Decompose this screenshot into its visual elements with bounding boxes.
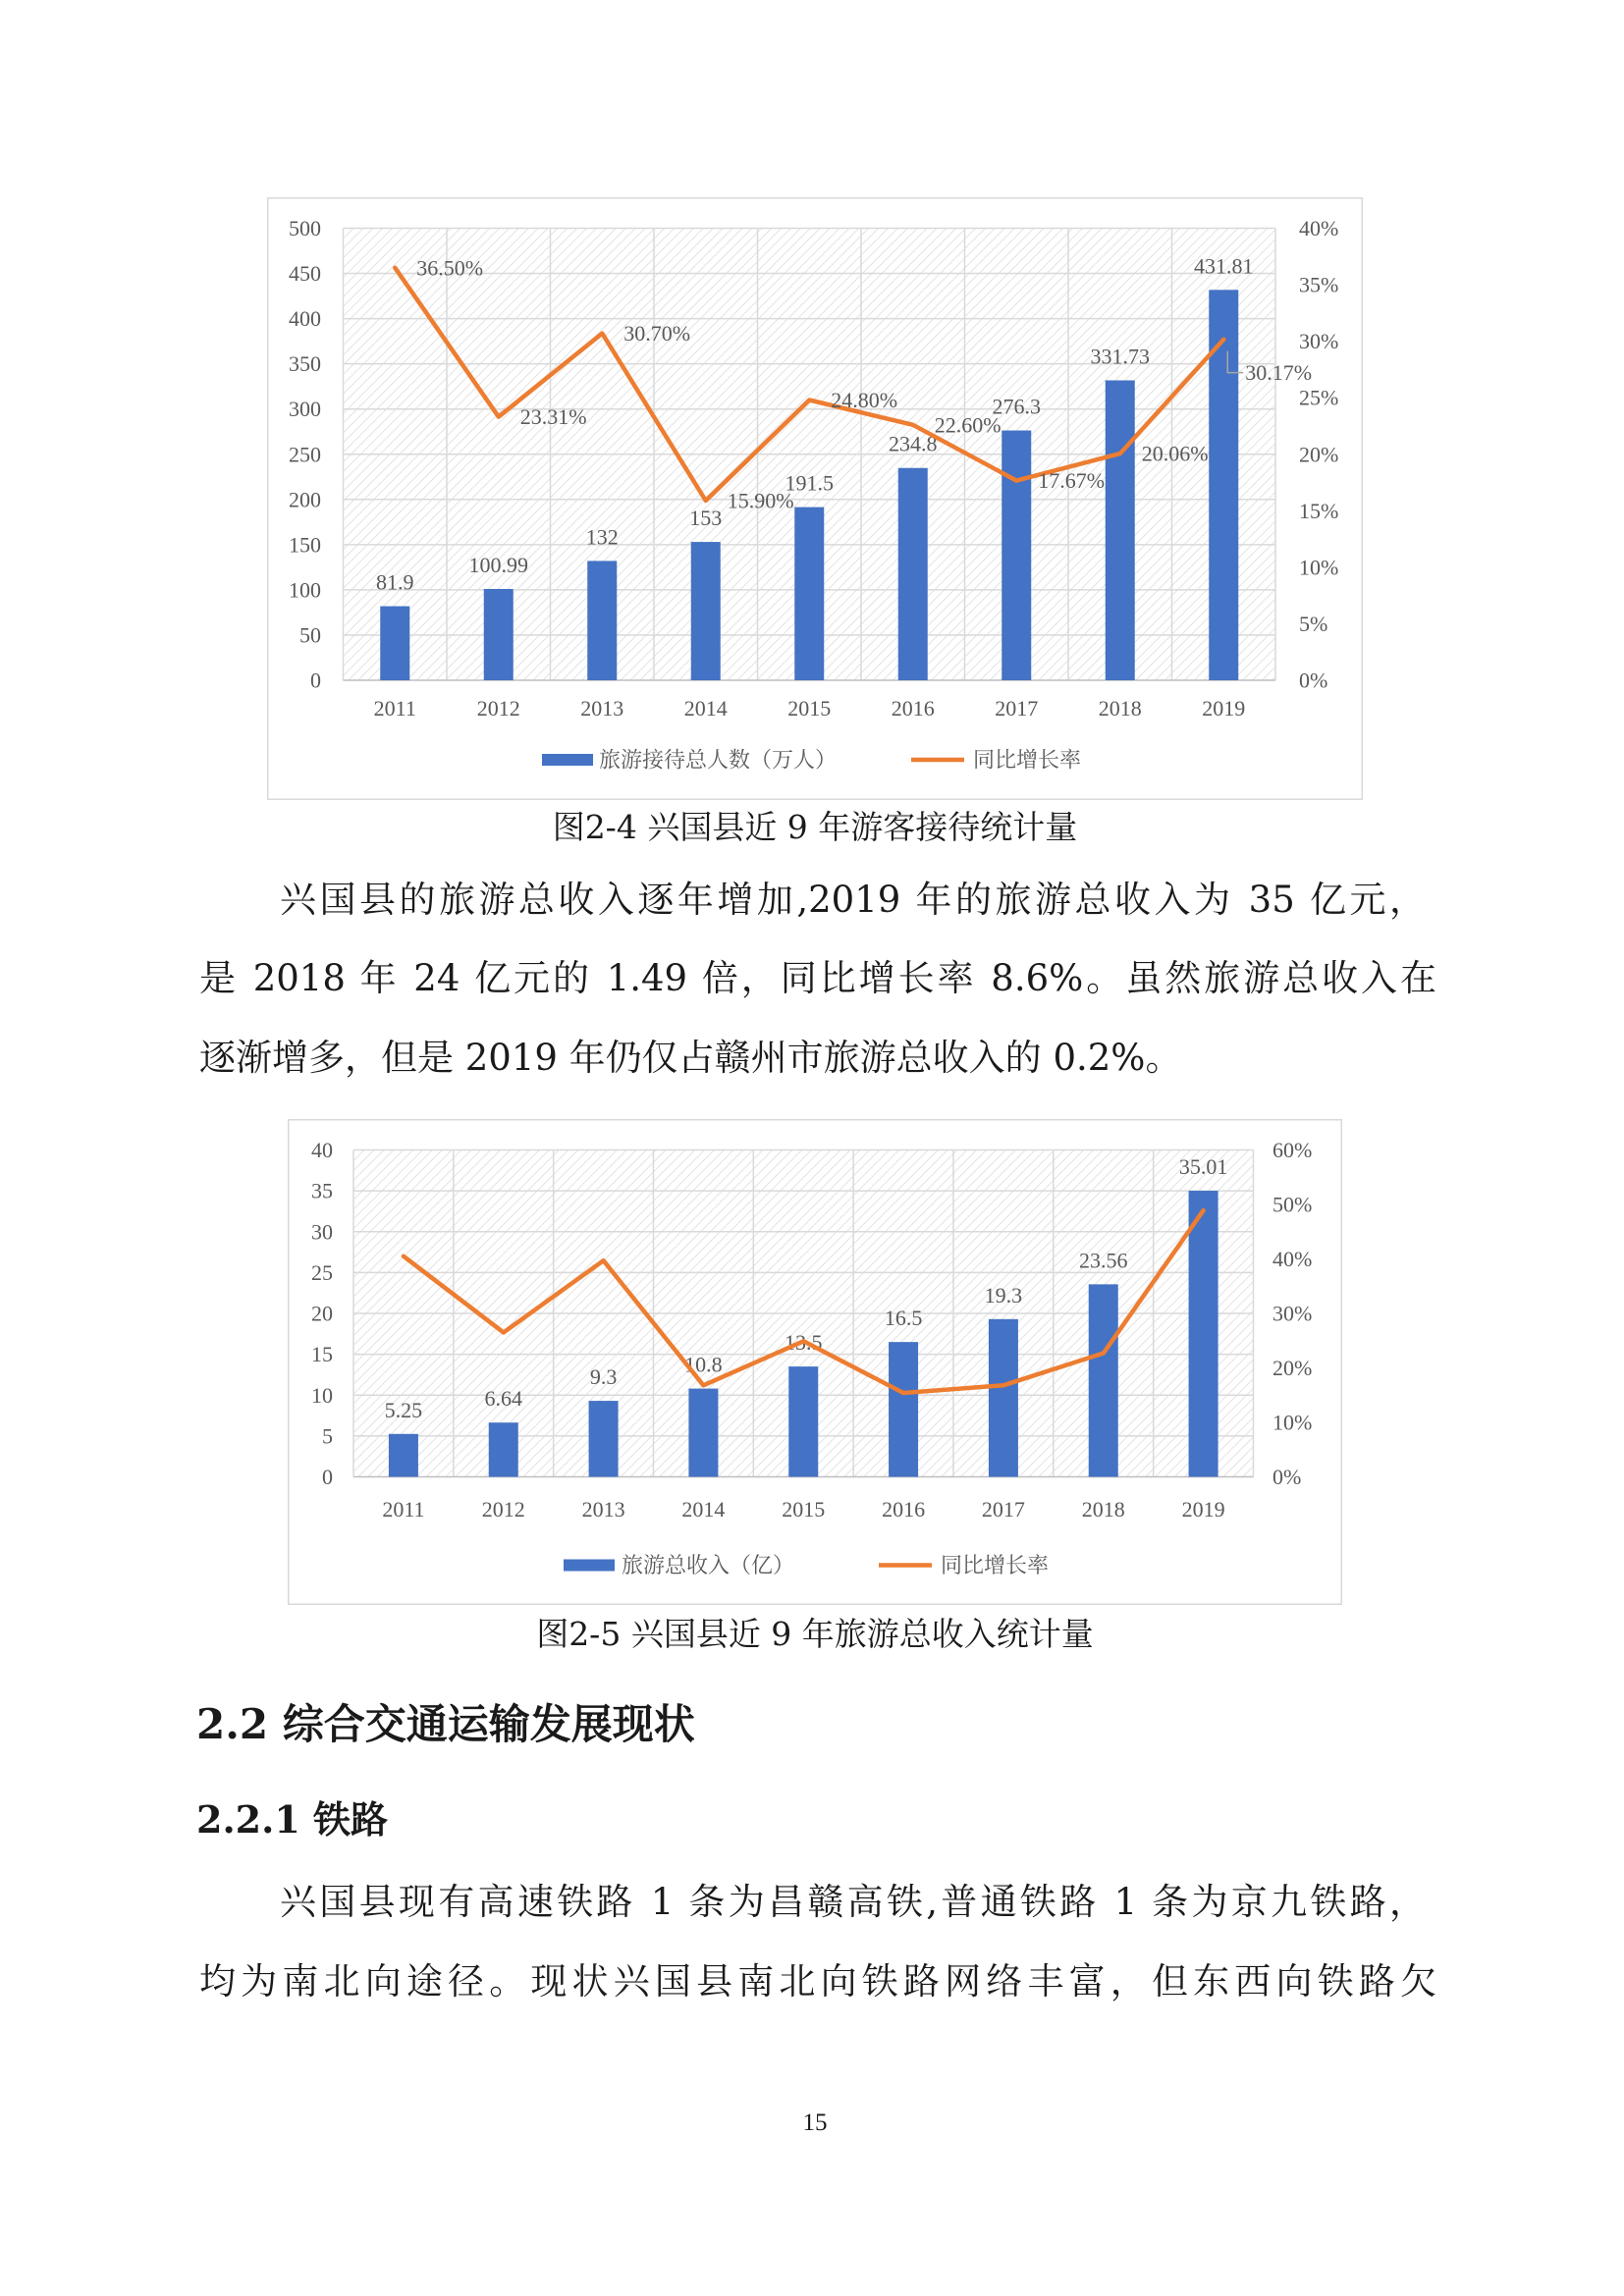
- y2-axis-tick-label: 0%: [1272, 1465, 1302, 1489]
- y2-axis-tick-label: 40%: [1299, 216, 1339, 240]
- y2-axis-tick-label: 40%: [1272, 1247, 1313, 1271]
- line-data-label: 30.17%: [1245, 360, 1313, 386]
- y2-axis-tick-label: 35%: [1299, 272, 1339, 297]
- y2-axis-tick-label: 30%: [1272, 1301, 1313, 1326]
- legend-bar-swatch: [564, 1560, 615, 1572]
- line-data-label: 36.50%: [416, 255, 484, 281]
- bar-data-label: 100.99: [468, 552, 528, 577]
- bar-data-label: 331.73: [1090, 344, 1150, 369]
- x-axis-tick-label: 2015: [782, 1497, 826, 1522]
- line-data-label: 24.80%: [831, 387, 898, 412]
- y2-axis-tick-label: 30%: [1299, 329, 1339, 354]
- bar-data-label: 16.5: [884, 1306, 923, 1331]
- line-data-label: 20.06%: [1141, 441, 1209, 466]
- x-axis-tick-label: 2018: [1081, 1497, 1125, 1522]
- bar-data-label: 13.5: [785, 1330, 823, 1356]
- x-axis-tick-label: 2011: [382, 1497, 425, 1522]
- x-axis-tick-label: 2011: [373, 696, 416, 721]
- x-axis-tick-label: 2014: [681, 1497, 726, 1522]
- tourist-reception-chart: [267, 197, 1363, 800]
- y-axis-tick-label: 0: [310, 667, 321, 693]
- bar-2019: [1189, 1191, 1218, 1476]
- y-axis-tick-label: 20: [311, 1301, 333, 1326]
- subsection-heading: 2.2.1 铁路: [196, 1797, 389, 1842]
- bar-2013: [587, 561, 617, 680]
- paragraph-line: 逐渐增多，但是 2019 年仍仅占赣州市旅游总收入的 0.2%。: [199, 1037, 1182, 1079]
- figure-caption-2-5: 图2-5 兴国县近 9 年旅游总收入统计量: [536, 1615, 1094, 1653]
- x-axis-tick-label: 2015: [787, 696, 832, 721]
- x-axis-tick-label: 2018: [1098, 696, 1142, 721]
- x-axis-tick-label: 2016: [882, 1497, 926, 1522]
- line-data-label: 30.70%: [623, 321, 691, 347]
- bar-data-label: 191.5: [785, 470, 834, 496]
- bar-2013: [589, 1401, 619, 1476]
- y2-axis-tick-label: 10%: [1272, 1410, 1313, 1435]
- bar-data-label: 5.25: [384, 1397, 423, 1422]
- bar-2012: [484, 589, 514, 680]
- bar-2011: [389, 1434, 418, 1477]
- legend-label: 同比增长率: [941, 1553, 1050, 1577]
- y2-axis-tick-label: 20%: [1272, 1356, 1313, 1380]
- x-axis-tick-label: 2019: [1202, 696, 1246, 721]
- bar-2012: [489, 1422, 518, 1476]
- bar-2016: [889, 1342, 918, 1476]
- y-axis-tick-label: 150: [289, 532, 321, 558]
- bar-2014: [691, 542, 721, 680]
- y-axis-tick-label: 100: [289, 577, 321, 603]
- y-axis-tick-label: 400: [289, 306, 321, 332]
- bar-2011: [380, 607, 409, 680]
- bar-2015: [794, 507, 824, 680]
- y2-axis-tick-label: 0%: [1299, 667, 1328, 693]
- bar-data-label: 6.64: [484, 1386, 522, 1412]
- bar-2014: [688, 1389, 718, 1477]
- figure-caption-2-4: 图2-4 兴国县近 9 年游客接待统计量: [552, 808, 1078, 846]
- paragraph-line: 是 2018 年 24 亿元的 1.49 倍，同比增长率 8.6%。虽然旅游总收入在: [199, 957, 1436, 999]
- y2-axis-tick-label: 15%: [1299, 498, 1339, 523]
- bar-data-label: 10.8: [684, 1352, 723, 1377]
- y2-axis-tick-label: 10%: [1299, 555, 1339, 580]
- legend-bar-swatch: [542, 754, 593, 766]
- legend-label: 旅游总收入（亿）: [622, 1553, 795, 1577]
- legend-label: 同比增长率: [973, 747, 1082, 773]
- y-axis-tick-label: 10: [311, 1382, 333, 1408]
- bar-data-label: 81.9: [376, 569, 414, 595]
- x-axis-tick-label: 2017: [981, 1497, 1025, 1522]
- x-axis-tick-label: 2017: [995, 696, 1039, 721]
- bar-data-label: 153: [689, 506, 723, 531]
- bar-2015: [788, 1366, 818, 1476]
- tourism-revenue-chart: [288, 1119, 1342, 1605]
- bar-2017: [989, 1319, 1018, 1477]
- paragraph-line: 均为南北向途径。现状兴国县南北向铁路网络丰富，但东西向铁路欠: [199, 1960, 1436, 2002]
- x-axis-tick-label: 2013: [581, 1497, 625, 1522]
- bar-data-label: 276.3: [992, 394, 1041, 419]
- x-axis-tick-label: 2013: [580, 696, 624, 721]
- line-data-label: 22.60%: [934, 412, 1001, 438]
- x-axis-tick-label: 2019: [1181, 1497, 1225, 1522]
- paragraph-line: 兴国县的旅游总收入逐年增加,2019 年的旅游总收入为 35 亿元，: [280, 879, 1426, 921]
- y2-axis-tick-label: 50%: [1272, 1192, 1313, 1217]
- y-axis-tick-label: 300: [289, 397, 321, 422]
- x-axis-tick-label: 2012: [476, 696, 520, 721]
- line-data-label: 23.31%: [519, 404, 587, 430]
- y-axis-tick-label: 15: [311, 1342, 333, 1367]
- page-number: 15: [802, 2109, 828, 2136]
- y2-axis-tick-label: 25%: [1299, 385, 1339, 410]
- bar-data-label: 35.01: [1178, 1154, 1228, 1180]
- bar-data-label: 9.3: [589, 1364, 618, 1390]
- line-data-label: 15.90%: [727, 488, 794, 513]
- x-axis-tick-label: 2016: [891, 696, 935, 721]
- y-axis-tick-label: 25: [311, 1259, 333, 1285]
- y2-axis-tick-label: 5%: [1299, 611, 1328, 636]
- y-axis-tick-label: 450: [289, 261, 321, 287]
- section-heading: 2.2 综合交通运输发展现状: [196, 1700, 695, 1748]
- bar-data-label: 19.3: [984, 1282, 1023, 1308]
- y-axis-tick-label: 30: [311, 1219, 333, 1245]
- x-axis-tick-label: 2012: [481, 1497, 525, 1522]
- y-axis-tick-label: 350: [289, 351, 321, 377]
- y-axis-tick-label: 40: [311, 1138, 333, 1162]
- y-axis-tick-label: 200: [289, 487, 321, 512]
- bar-data-label: 23.56: [1079, 1248, 1128, 1273]
- legend-label: 旅游接待总人数（万人）: [599, 747, 838, 773]
- figure-2-4: [267, 197, 1363, 800]
- x-axis-tick-label: 2014: [683, 696, 728, 721]
- figure-2-5: [288, 1119, 1342, 1605]
- bar-2016: [898, 468, 928, 680]
- line-data-label: 17.67%: [1038, 468, 1106, 494]
- bar-2018: [1106, 380, 1135, 680]
- bar-2017: [1001, 431, 1031, 680]
- y-axis-tick-label: 5: [322, 1423, 333, 1449]
- paragraph-line: 兴国县现有高速铁路 1 条为昌赣高铁,普通铁路 1 条为京九铁路，: [280, 1881, 1426, 1923]
- y-axis-tick-label: 35: [311, 1178, 333, 1203]
- bar-data-label: 132: [585, 524, 619, 550]
- y2-axis-tick-label: 20%: [1299, 442, 1339, 467]
- y-axis-tick-label: 0: [322, 1465, 333, 1489]
- y-axis-tick-label: 50: [299, 622, 321, 648]
- y2-axis-tick-label: 60%: [1272, 1138, 1313, 1162]
- bar-data-label: 431.81: [1194, 253, 1254, 279]
- y-axis-tick-label: 500: [289, 216, 321, 240]
- bar-data-label: 234.8: [889, 431, 938, 456]
- y-axis-tick-label: 250: [289, 442, 321, 467]
- bar-2018: [1089, 1284, 1118, 1476]
